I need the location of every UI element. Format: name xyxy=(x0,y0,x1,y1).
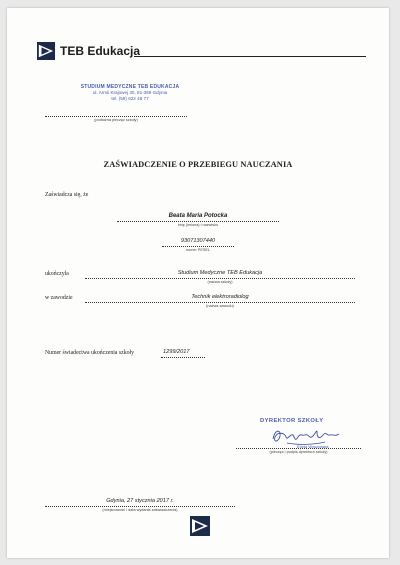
handwritten-signature xyxy=(265,423,355,449)
stamp-line-2: ul. Armii Krajowej 30, 81-366 Gdynia xyxy=(92,90,168,95)
intro-text: Zaświadcza się, że xyxy=(45,192,89,198)
signature-line xyxy=(236,448,361,449)
school-caption: (nazwa szkoły) xyxy=(207,280,233,284)
student-name: Beata Maria Potocka xyxy=(168,213,228,219)
stamp-line xyxy=(45,116,187,117)
director-stamp: DYREKTOR SZKOŁY xyxy=(260,418,324,424)
place-date-value: Gdynia, 27 stycznia 2017 r. xyxy=(106,498,174,504)
svg-text:Edyta Wyszyńska: Edyta Wyszyńska xyxy=(297,444,329,449)
certificate-number-line xyxy=(161,357,205,358)
stamp-caption: (podłużna pieczęć szkoły) xyxy=(94,118,138,122)
teb-footer-logo-icon xyxy=(190,516,210,536)
name-caption: imię (imiona) i nazwisko xyxy=(177,223,219,227)
completed-label: ukończyła xyxy=(45,271,69,277)
profession-label: w zawodzie xyxy=(45,295,73,301)
signature-caption: (pieczęć i podpis dyrektora szkoły) xyxy=(269,450,328,454)
pesel-value: 93071307440 xyxy=(180,238,216,244)
brand-name: TEB Edukacja xyxy=(60,44,141,58)
place-date-line xyxy=(45,506,235,507)
place-date-caption: (miejscowość i data wydania zaświadczenia) xyxy=(102,508,178,512)
pesel-line xyxy=(162,246,234,247)
profession-line xyxy=(85,302,355,303)
profession-caption: (nazwa zawodu) xyxy=(206,304,234,308)
document-title: ZAŚWIADCZENIE O PRZEBIEGU NAUCZANIA xyxy=(103,160,293,169)
name-line xyxy=(117,221,279,222)
school-line xyxy=(85,278,355,279)
certificate-number-value: 1299/2017 xyxy=(163,349,190,355)
header-rule xyxy=(134,56,366,57)
profession-value: Technik elektroradiolog xyxy=(191,294,249,300)
stamp-line-3: tel. (58) 622 48 77 xyxy=(111,95,149,101)
brand-header xyxy=(37,42,140,60)
certificate-page xyxy=(7,8,389,558)
school-stamp xyxy=(65,84,195,101)
stamp-line-1: STUDIUM MEDYCZNE TEB EDUKACJA xyxy=(80,84,180,90)
teb-logo-icon xyxy=(37,42,55,60)
pesel-caption: numer PESEL xyxy=(185,248,211,252)
certificate-number-label: Numer świadectwa ukończenia szkoły xyxy=(45,350,135,356)
school-name-value: Studium Medyczne TEB Edukacja xyxy=(177,270,263,276)
